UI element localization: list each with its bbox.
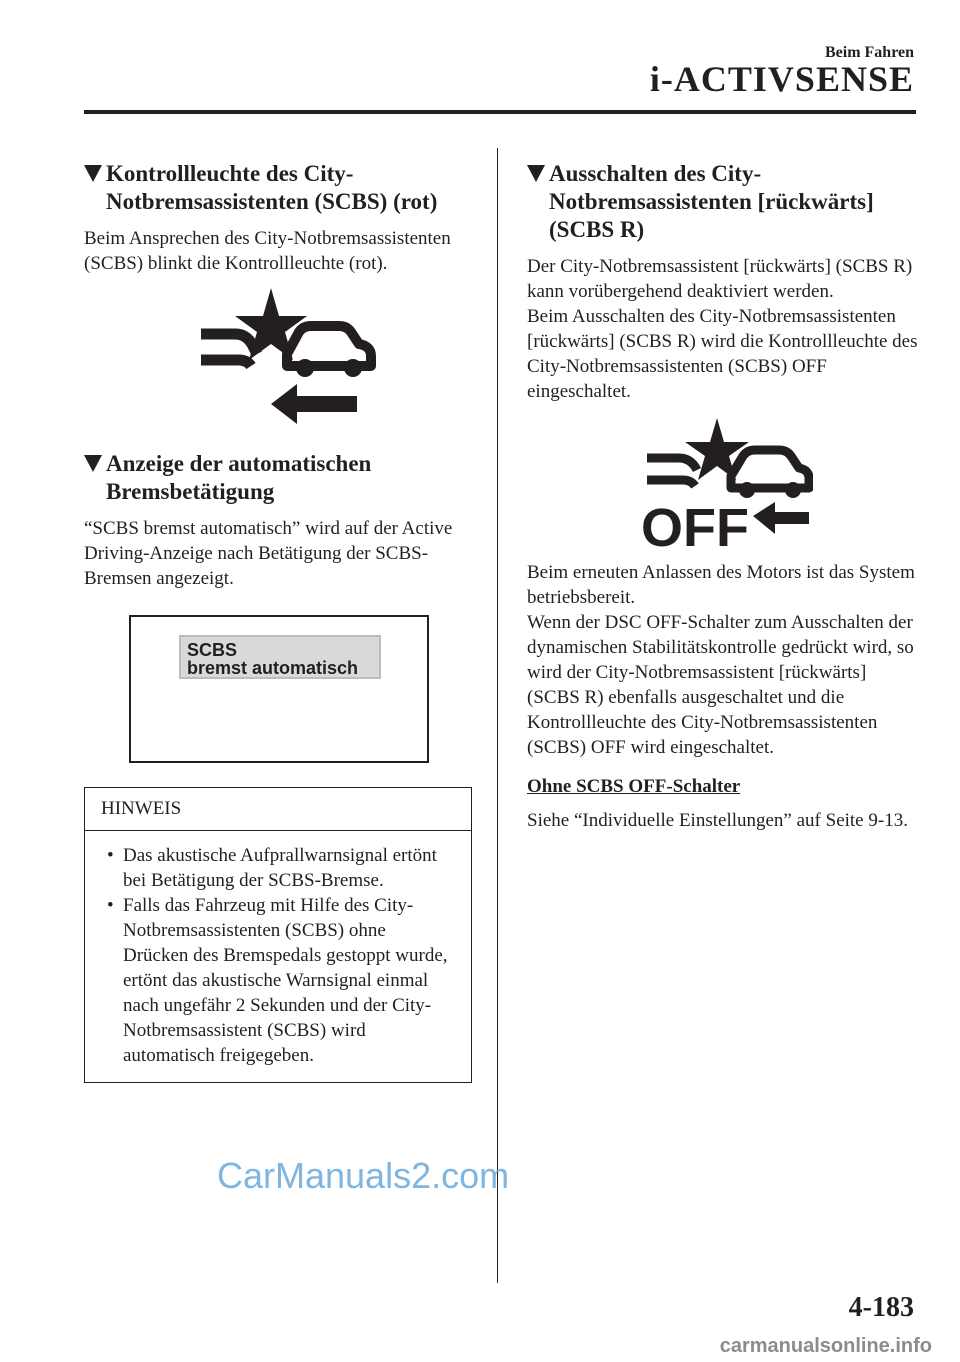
section-heading-auto-brake: Anzeige der automatischen Bremsbetätigung — [84, 450, 474, 506]
paragraph: Der City-Notbremsassistent [rückwärts] (SCBS R) kann vorübergehend deaktiviert werden. — [527, 256, 913, 302]
header-rule — [84, 110, 916, 114]
page-number: 4-183 — [848, 1292, 914, 1323]
active-driving-display — [129, 615, 429, 763]
section-heading-warning-light: Kontrollleuchte des City-Notbremsassistenten (SCBS) (rot) — [84, 160, 474, 216]
scbs-warning-icon — [84, 286, 474, 426]
scbs-off-icon — [527, 418, 919, 548]
section-heading-scbs-r-off: Ausschalten des City-Notbremsassistenten [rückwärts] (SCBS R) — [527, 160, 919, 244]
watermark: CarManuals2.com — [217, 1155, 510, 1196]
triangle-bullet-icon — [84, 165, 102, 182]
section-label: Beim Fahren — [824, 44, 914, 61]
note-box — [84, 787, 472, 1083]
display-line-1: SCBS — [187, 640, 238, 660]
note-item: • Falls das Fahrzeug mit Hilfe des City-Notbremsassistenten (SCBS) ohne Drücken des Bremspedals gestoppt wurde, ertönt das akustische Warnsignal einmal nach ungefähr 2 Sekunden und der City-Notbremsassistent (SCBS) wird automatisch freigegeben. — [107, 895, 448, 1066]
triangle-bullet-icon — [527, 165, 545, 182]
column-divider — [497, 148, 498, 1283]
note-body — [85, 831, 471, 1082]
note-heading: HINWEIS — [85, 788, 471, 831]
scbs-message-badge — [179, 635, 381, 679]
paragraph: Beim erneuten Anlassen des Motors ist das System betriebsbereit. — [527, 562, 915, 608]
paragraph: Siehe “Individuelle Einstellungen” auf Seite 9-13. — [527, 810, 908, 831]
right-column — [527, 160, 919, 833]
paragraph: “SCBS bremst automatisch” wird auf der Active Driving-Anzeige nach Betätigung der SCBS-Bremsen angezeigt. — [84, 518, 453, 589]
paragraph: Wenn der DSC OFF-Schalter zum Ausschalten der dynamischen Stabilitätskontrolle gedrückt wird, so wird der City-Notbremsassistent [rückwärts] (SCBS R) ebenfalls ausgeschaltet und die Kontrollleuchte des City-Notbremsassistenten (SCBS) OFF wird eingeschaltet. — [527, 612, 914, 758]
paragraph: Beim Ansprechen des City-Notbremsassistenten (SCBS) blinkt die Kontrollleuchte (rot). — [84, 228, 451, 274]
footer-site-link[interactable]: carmanualsonline.info — [719, 1335, 932, 1357]
left-column — [84, 160, 474, 1083]
off-label: OFF — [641, 498, 749, 548]
note-item: • Das akustische Aufprallwarnsignal ertönt bei Betätigung der SCBS-Bremse. — [107, 845, 437, 891]
triangle-bullet-icon — [84, 455, 102, 472]
subheading: Ohne SCBS OFF-Schalter — [527, 776, 741, 797]
chapter-title: i-ACTIVSENSE — [649, 59, 914, 99]
display-line-2: bremst automatisch — [187, 658, 359, 678]
paragraph: Beim Ausschalten des City-Notbremsassistenten [rückwärts] (SCBS R) wird die Kontrollleuchte des City-Notbremsassistenten (SCBS) OFF eingeschaltet. — [527, 306, 918, 402]
